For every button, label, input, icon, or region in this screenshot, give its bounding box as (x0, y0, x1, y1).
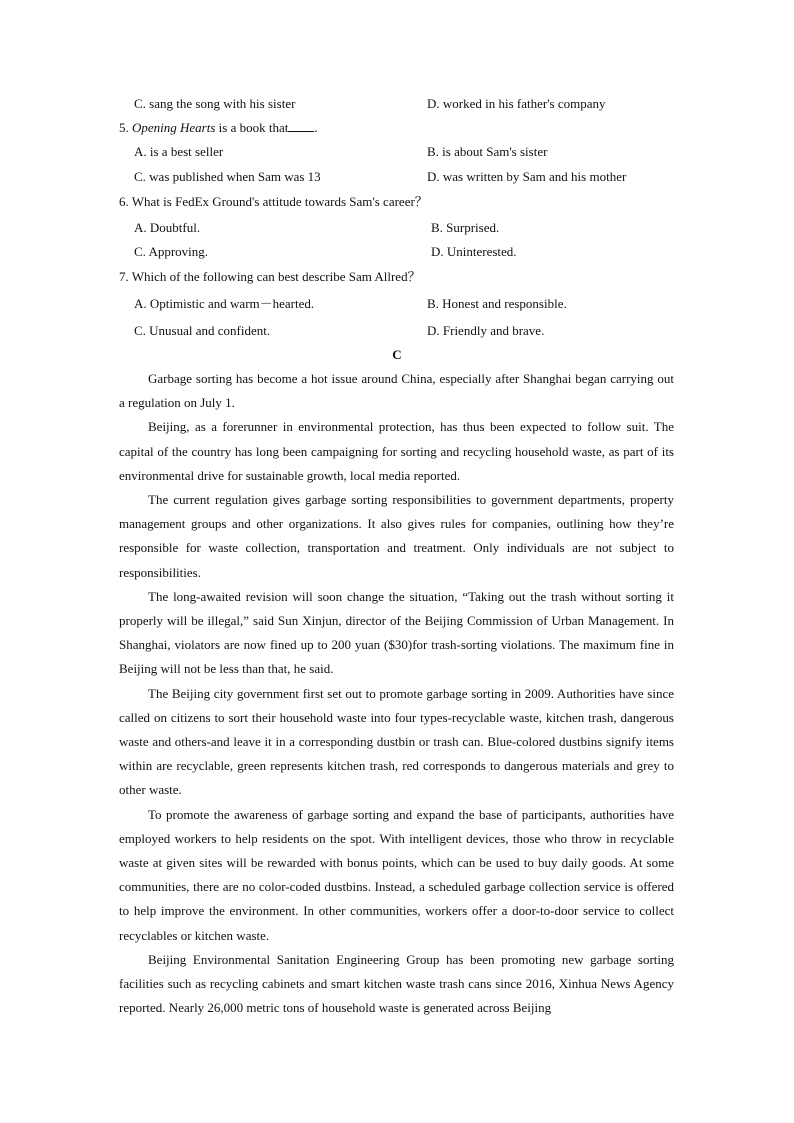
passage-paragraph: Garbage sorting has become a hot issue around China, especially after Shanghai began carrying out a regulation on July 1. (119, 371, 674, 411)
option-7d: D. Friendly and brave. (427, 323, 545, 338)
option-6d: D. Uninterested. (431, 244, 517, 259)
passage-paragraph: The current regulation gives garbage sorting responsibilities to government departments, property management groups and other organizations. It also gives rules for companies, outlining how they’re responsible for waste collection, transportation and treatment. Only individuals are not subject to responsibilities. (119, 492, 674, 580)
answer-blank (288, 120, 314, 132)
question-5-number: 5. (119, 120, 129, 135)
option-6a: A. Doubtful. (134, 220, 201, 235)
option-5c: C. was published when Sam was 13 (134, 169, 321, 184)
passage-paragraph: Beijing, as a forerunner in environmental protection, has thus been expected to follow suit. The capital of the country has long been campaigning for sorting and recycling household waste, as part of its environmental drive for sustainable growth, local media reported. (119, 419, 674, 483)
passage-paragraph: The Beijing city government first set out to promote garbage sorting in 2009. Authorities have since called on citizens to sort their household waste into four types-recyclable waste, kitchen trash, dangerous waste and others-and leave it in a corresponding dustbin or trash can. Blue-colored dustbins signify items within are recyclable, green represents kitchen trash, red corresponds to dangerous materials and grey to other waste. (119, 685, 674, 798)
option-5d: D. was written by Sam and his mother (427, 169, 627, 184)
question-5-text: is a book that (218, 120, 289, 135)
question-7-stem: 7. Which of the following can best describe Sam Allred？ (119, 269, 421, 284)
passage-paragraph: The long-awaited revision will soon change the situation, “Taking out the trash without sorting it properly will be illegal,” said Sun Xinjun, director of the Beijing Commission of Urban Management. In Shanghai, violators are now fined up to 200 yuan ($30)for trash-sorting violations. The maximum fine in Beijing will not be less than that, he said. (119, 588, 674, 677)
passage-paragraph: Beijing Environmental Sanitation Engineering Group has been promoting new garbage sorting facilities such as recycling cabinets and smart kitchen waste trash cans since 2016, Xinhua News Agency reported. Nearly 26,000 metric tons of household waste is generated across Beijing (119, 951, 674, 1016)
option-7b: B. Honest and responsible. (427, 296, 567, 311)
option-7c: C. Unusual and confident. (134, 323, 271, 338)
question-5-stem (119, 120, 318, 136)
option-5a: A. is a best seller (134, 144, 224, 159)
option-5b: B. is about Sam's sister (427, 144, 548, 159)
section-heading: C (392, 347, 402, 362)
option-7a: A. Optimistic and warm－hearted. (134, 296, 315, 311)
question-6-stem: 6. What is FedEx Ground's attitude towards Sam's career？ (119, 194, 428, 209)
question-5-end: . (314, 120, 318, 135)
option-4d: D. worked in his father's company (427, 96, 606, 111)
option-6c: C. Approving. (134, 244, 209, 259)
book-title: Opening Hearts (132, 120, 216, 135)
reading-passage (119, 367, 674, 1020)
option-6b: B. Surprised. (431, 220, 500, 235)
option-4c: C. sang the song with his sister (134, 96, 296, 111)
passage-paragraph: To promote the awareness of garbage sorting and expand the base of participants, authorities have employed workers to help residents on the spot. With intelligent devices, those who throw in recyclable waste at given sites will be rewarded with bonus points, which can be used to buy daily goods. At some communities, there are no color-coded dustbins. Instead, a scheduled garbage collection service is offered to help improve the environment. In other communities, workers offer a door-to-door service to collect recyclables or kitchen waste. (119, 806, 674, 943)
